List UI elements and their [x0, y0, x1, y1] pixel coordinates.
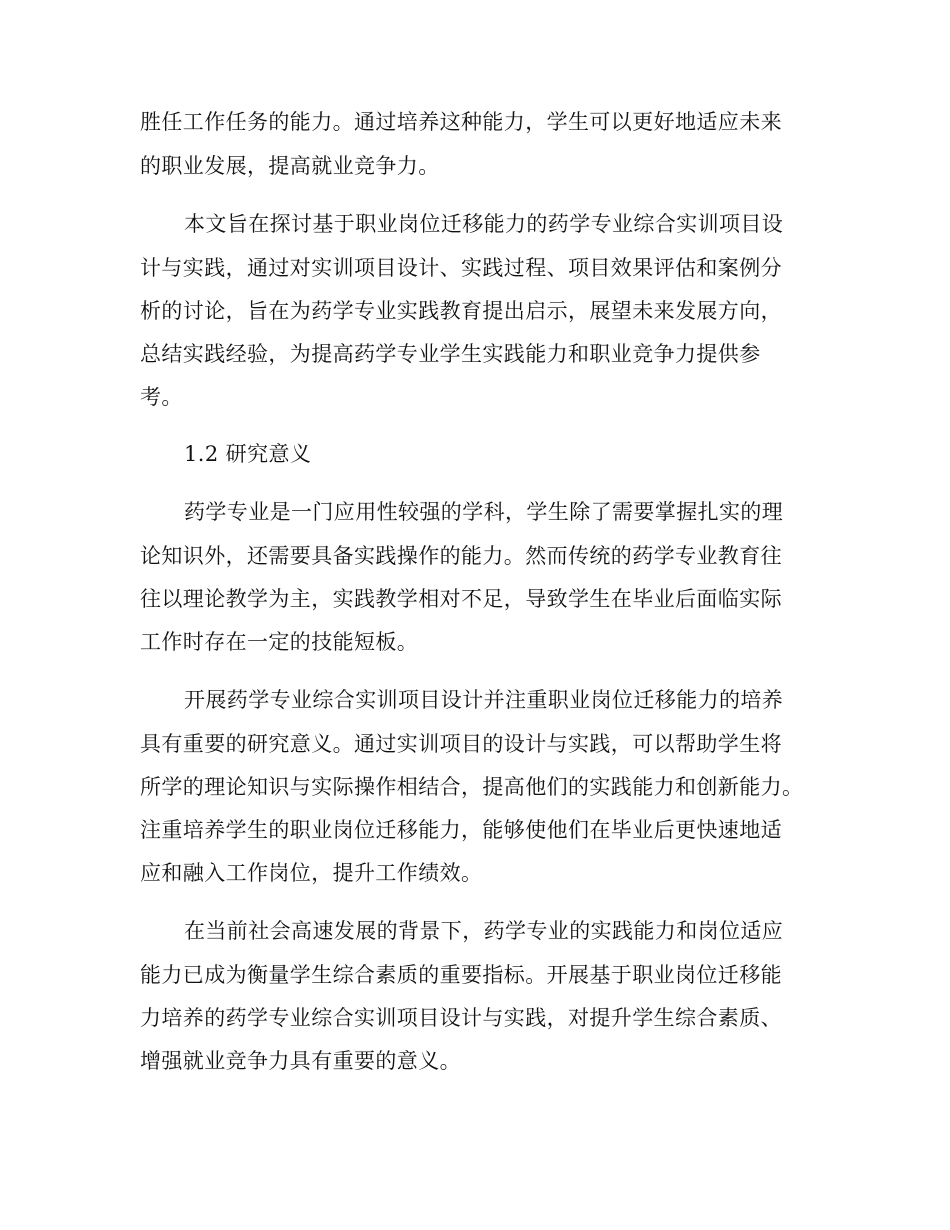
paragraph-2-line-5: 考。: [140, 385, 183, 409]
paragraph-5-line-2: 能力已成为衡量学生综合素质的重要指标。开展基于职业岗位迁移能: [140, 963, 782, 987]
paragraph-2-line-2: 计与实践，通过对实训项目设计、实践过程、项目效果评估和案例分: [140, 256, 782, 280]
paragraph-3-line-4: 工作时存在一定的技能短板。: [140, 630, 419, 654]
paragraph-5-line-3: 力培养的药学专业综合实训项目设计与实践，对提升学生综合素质、: [140, 1006, 782, 1030]
paragraph-2-line-3: 析的讨论，旨在为药学专业实践教育提出启示，展望未来发展方向，: [140, 299, 782, 323]
paragraph-4-line-3: 所学的理论知识与实际操作相结合，提高他们的实践能力和创新能力。: [140, 775, 804, 799]
section-heading: 1.2 研究意义: [184, 442, 312, 466]
paragraph-3-line-1: 药学专业是一门应用性较强的学科，学生除了需要掌握扎实的理: [184, 500, 784, 524]
paragraph-5-line-1: 在当前社会高速发展的背景下，药学专业的实践能力和岗位适应: [184, 919, 784, 943]
paragraph-1-line-1: 胜任工作任务的能力。通过培养这种能力，学生可以更好地适应未来: [140, 110, 782, 134]
paragraph-3-line-2: 论知识外，还需要具备实践操作的能力。然而传统的药学专业教育往: [140, 544, 782, 568]
paragraph-3-line-3: 往以理论教学为主，实践教学相对不足，导致学生在毕业后面临实际: [140, 587, 782, 611]
paragraph-4-line-5: 应和融入工作岗位，提升工作绩效。: [140, 861, 483, 885]
paragraph-5-line-4: 增强就业竞争力具有重要的意义。: [140, 1049, 461, 1073]
paragraph-2-line-1: 本文旨在探讨基于职业岗位迁移能力的药学专业综合实训项目设: [184, 212, 784, 236]
paragraph-4-line-2: 具有重要的研究意义。通过实训项目的设计与实践，可以帮助学生将: [140, 732, 782, 756]
paragraph-4-line-4: 注重培养学生的职业岗位迁移能力，能够使他们在毕业后更快速地适: [140, 818, 782, 842]
paragraph-2-line-4: 总结实践经验，为提高药学专业学生实践能力和职业竞争力提供参: [140, 342, 761, 366]
paragraph-1-line-2: 的职业发展，提高就业竞争力。: [140, 154, 440, 178]
paragraph-4-line-1: 开展药学专业综合实训项目设计并注重职业岗位迁移能力的培养: [184, 688, 784, 712]
